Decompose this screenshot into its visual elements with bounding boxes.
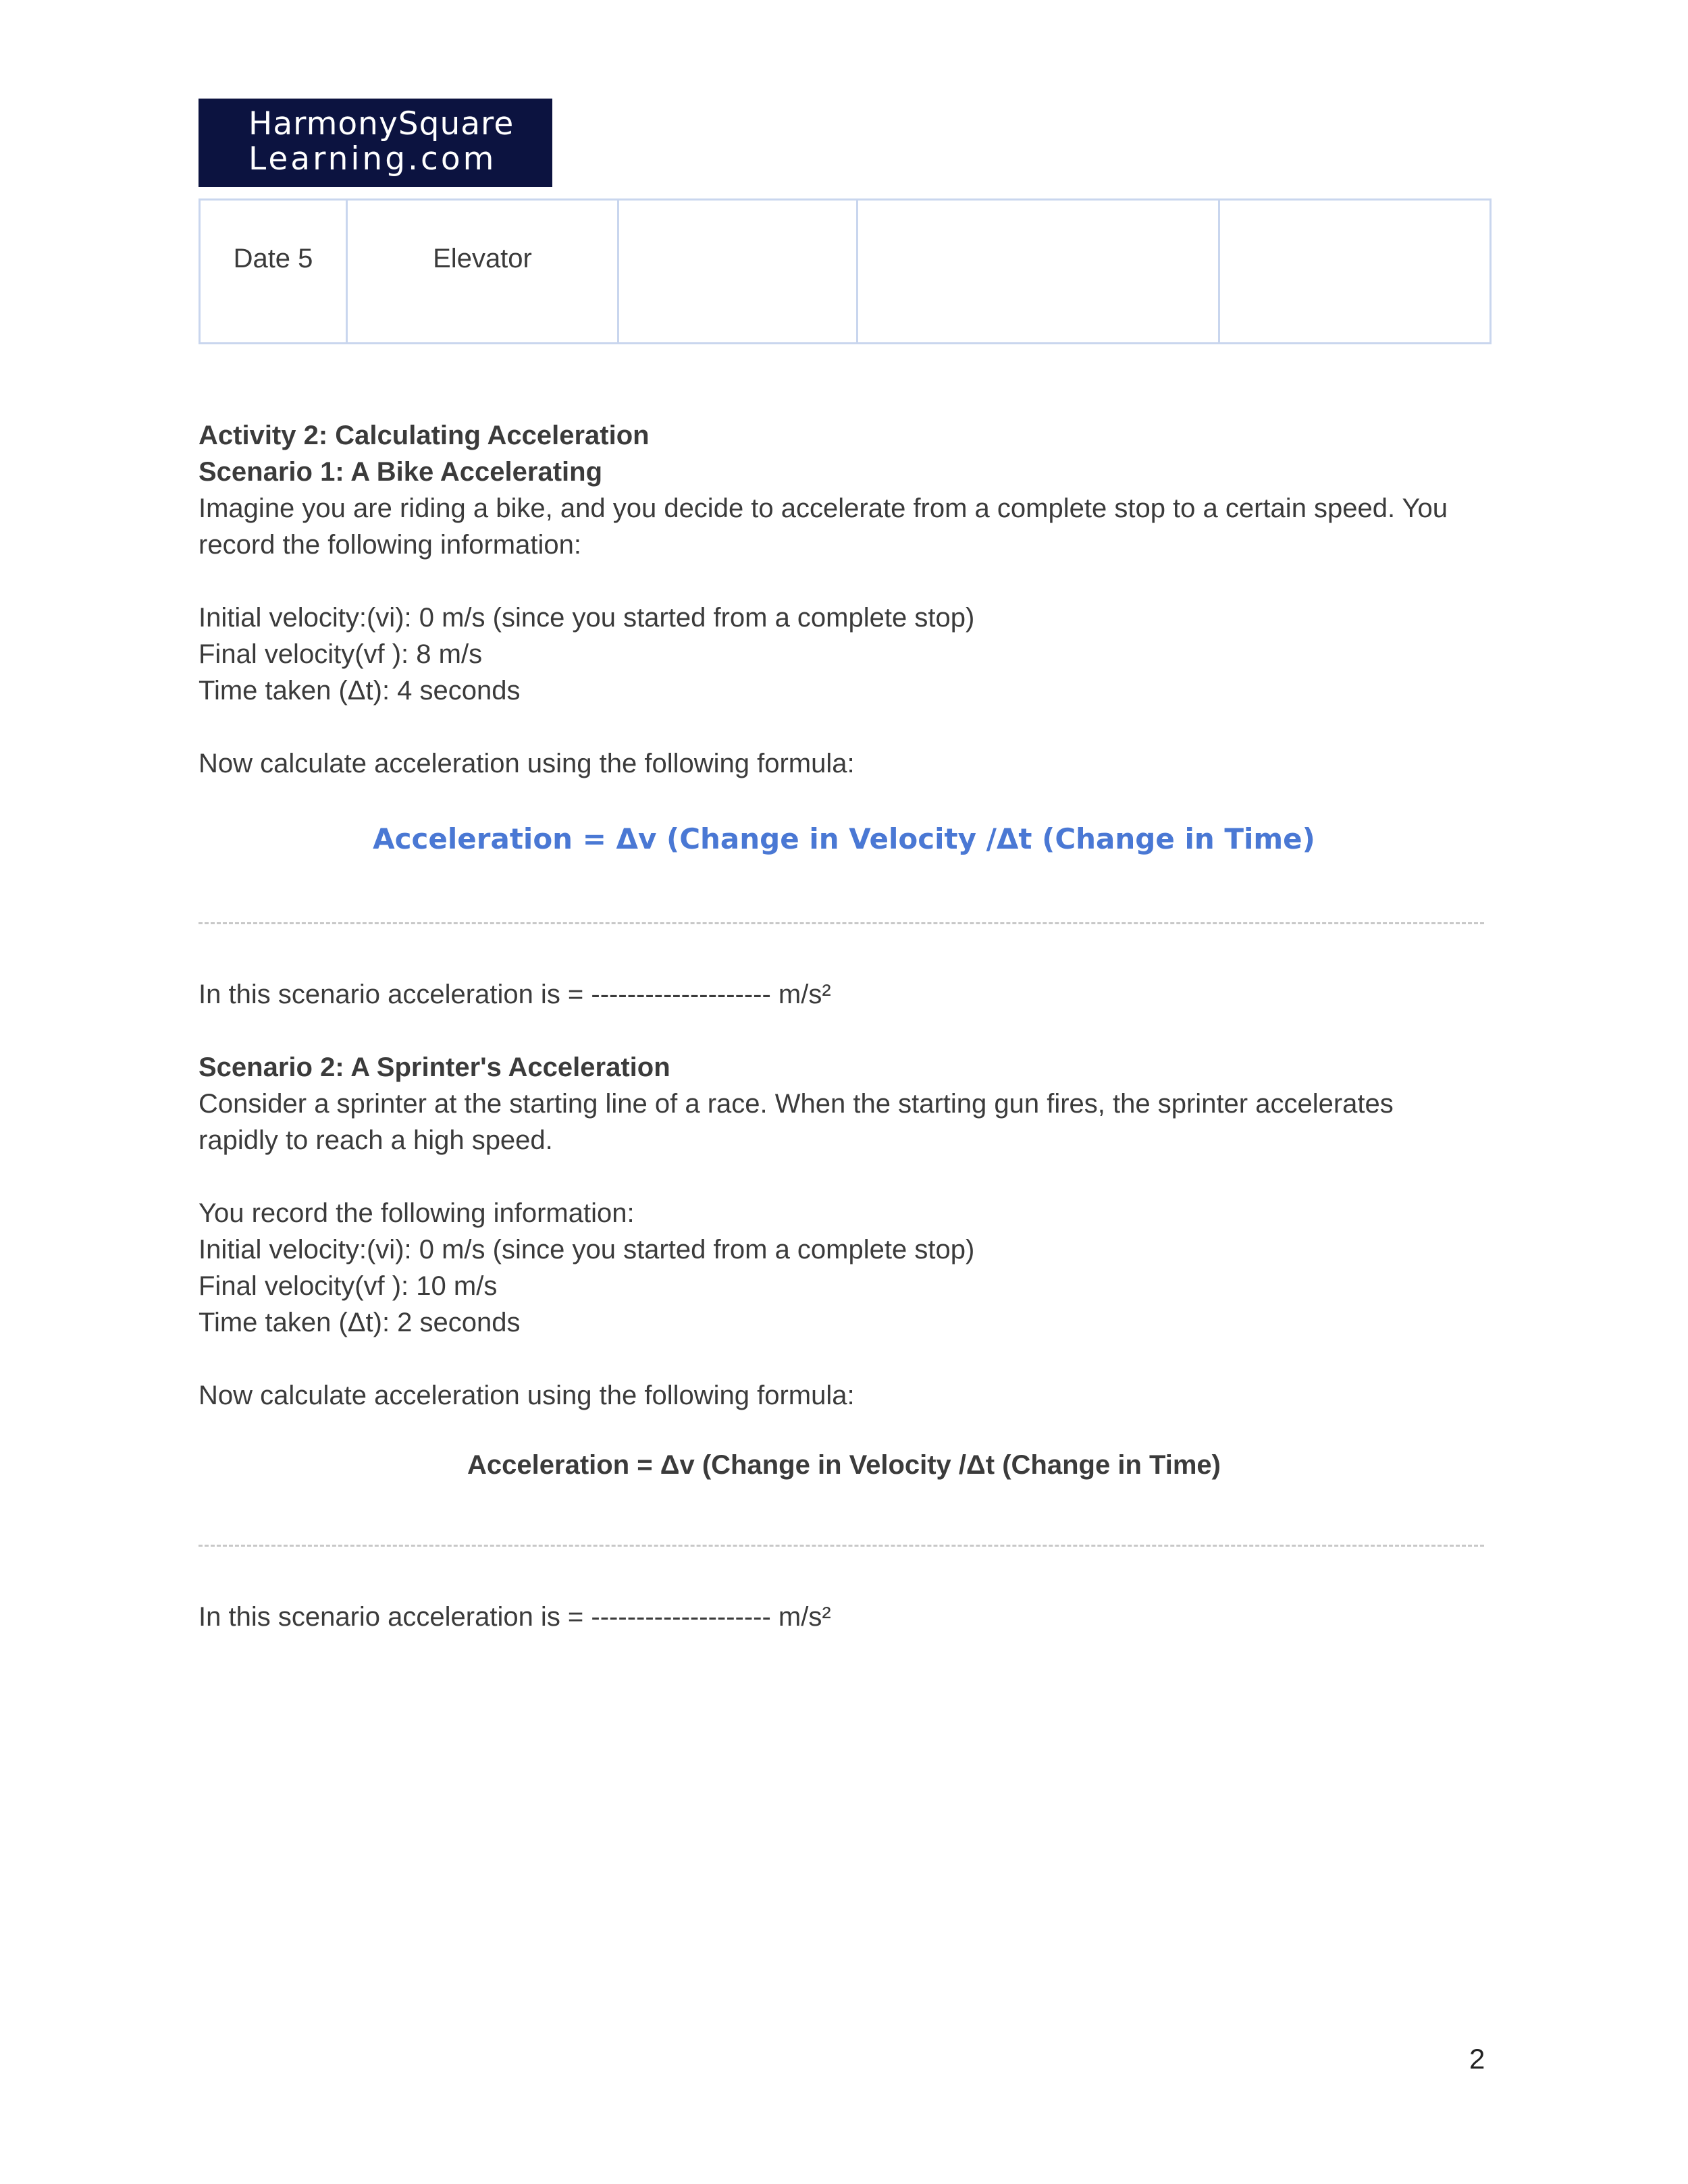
scenario-2-heading: Scenario 2: A Sprinter's Acceleration [199,1053,670,1082]
table-cell-date: Date 5 [200,200,347,344]
table-cell-location: Elevator [347,200,618,344]
scenario-1-intro-line-1: Imagine you are riding a bike, and you decide to accelerate from a complete stop to a certain speed. You [199,494,1448,523]
scenario-1-answer: In this scenario acceleration is = -------------------- m/s² [199,980,831,1009]
observation-table [199,198,1492,344]
activity-title: Activity 2: Calculating Acceleration [199,421,650,450]
scenario-1-final-velocity: Final velocity(vf ): 8 m/s [199,639,483,669]
scenario-2-intro-line-1: Consider a sprinter at the starting line of a race. When the starting gun fires, the sprinter accelerates [199,1089,1394,1119]
scenario-1-time-taken: Time taken (Δt): 4 seconds [199,676,521,705]
logo-line-1: HarmonySquare [248,105,515,142]
table-cell-empty [618,200,858,344]
scenario-2-final-velocity: Final velocity(vf ): 10 m/s [199,1271,498,1301]
scenario-2-intro-line-2: rapidly to reach a high speed. [199,1125,553,1155]
page-number: 2 [1469,2043,1485,2075]
scenario-1-prompt: Now calculate acceleration using the following formula: [199,749,855,778]
scenario-2-formula: Acceleration = Δv (Change in Velocity /Δt (Change in Time) [467,1450,1221,1480]
scenario-1-formula: Acceleration = Δv (Change in Velocity /Δt (Change in Time) [373,822,1315,855]
scenario-2-time-taken: Time taken (Δt): 2 seconds [199,1308,521,1337]
answer-divider-2 [199,1545,1484,1547]
scenario-1-heading: Scenario 1: A Bike Accelerating [199,457,603,487]
logo-line-2: Learning.com [248,140,497,178]
table-row [200,200,1491,344]
scenario-2-record: You record the following information: [199,1198,635,1228]
scenario-2-prompt: Now calculate acceleration using the following formula: [199,1381,855,1410]
scenario-2-initial-velocity: Initial velocity:(vi): 0 m/s (since you started from a complete stop) [199,1235,975,1264]
scenario-2-answer: In this scenario acceleration is = -------------------- m/s² [199,1602,831,1632]
table-cell-empty [858,200,1219,344]
scenario-1-initial-velocity: Initial velocity:(vi): 0 m/s (since you started from a complete stop) [199,603,975,633]
brand-logo [199,99,552,187]
table-cell-empty [1219,200,1491,344]
answer-divider-1 [199,922,1484,924]
scenario-1-intro-line-2: record the following information: [199,530,581,560]
